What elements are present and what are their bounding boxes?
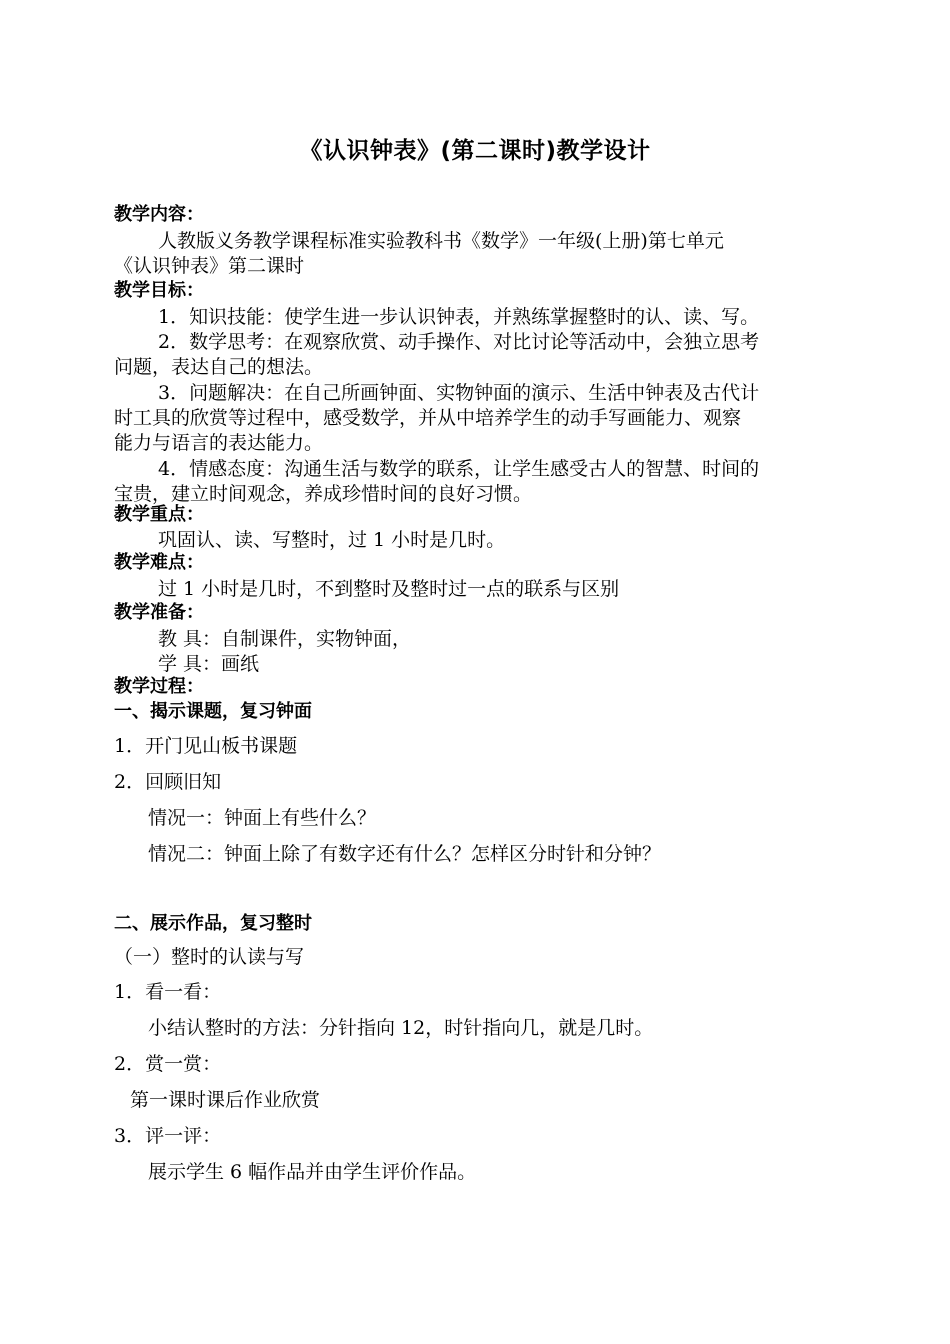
document-title: 《认识钟表》(第二课时)教学设计 bbox=[299, 138, 651, 164]
section-2-item-1: 1．看一看： bbox=[114, 981, 222, 1003]
section-1-case-1: 情况一：钟面上有些什么？ bbox=[148, 807, 377, 829]
goal-3-line-2: 时工具的欣赏等过程中，感受数学，并从中培养学生的动手写画能力、观察 bbox=[114, 407, 742, 429]
prep-student: 学 具：画纸 bbox=[158, 653, 260, 675]
section-2-item-2: 2．赏一赏： bbox=[114, 1053, 222, 1075]
process-heading: 教学过程： bbox=[114, 676, 204, 697]
difficulty-heading: 教学难点： bbox=[114, 552, 204, 573]
content-line-2: 《认识钟表》第二课时 bbox=[114, 255, 305, 277]
section-2-item-2-text: 第一课时课后作业欣赏 bbox=[130, 1089, 321, 1111]
section-2-item-3-text: 展示学生 6 幅作品并由学生评价作品。 bbox=[148, 1161, 477, 1183]
goal-2-line-2: 问题，表达自己的想法。 bbox=[114, 356, 324, 378]
section-2-item-1-text: 小结认整时的方法：分针指向 12，时针指向几，就是几时。 bbox=[148, 1017, 654, 1039]
section-1-case-2: 情况二：钟面上除了有数字还有什么？怎样区分时针和分钟？ bbox=[148, 843, 662, 865]
content-heading: 教学内容： bbox=[114, 204, 204, 225]
section-1-item-1: 1．开门见山板书课题 bbox=[114, 735, 298, 757]
goal-4-line-2: 宝贵，建立时间观念，养成珍惜时间的良好习惯。 bbox=[114, 483, 533, 505]
section-1-heading: 一、揭示课题，复习钟面 bbox=[114, 701, 312, 722]
content-line-1: 人教版义务教学课程标准实验教科书《数学》一年级(上册)第七单元 bbox=[158, 230, 724, 252]
section-1-item-2: 2．回顾旧知 bbox=[114, 771, 222, 793]
section-2-heading: 二、展示作品，复习整时 bbox=[114, 913, 312, 934]
goal-2-line-1: 2．数学思考：在观察欣赏、动手操作、对比讨论等活动中，会独立思考 bbox=[158, 331, 760, 353]
key-text: 巩固认、读、写整时，过 1 小时是几时。 bbox=[158, 529, 506, 551]
goal-4-line-1: 4．情感态度：沟通生活与数学的联系，让学生感受古人的智慧、时间的 bbox=[158, 458, 760, 480]
key-heading: 教学重点： bbox=[114, 504, 204, 525]
prep-teacher: 教 具：自制课件，实物钟面， bbox=[158, 628, 412, 650]
difficulty-text: 过 1 小时是几时，不到整时及整时过一点的联系与区别 bbox=[158, 578, 620, 600]
section-2-subheading: （一）整时的认读与写 bbox=[114, 946, 305, 968]
prep-heading: 教学准备： bbox=[114, 602, 204, 623]
section-2-item-3: 3．评一评： bbox=[114, 1125, 222, 1147]
goal-3-line-1: 3．问题解决：在自己所画钟面、实物钟面的演示、生活中钟表及古代计 bbox=[158, 382, 760, 404]
goals-heading: 教学目标： bbox=[114, 280, 204, 301]
goal-3-line-3: 能力与语言的表达能力。 bbox=[114, 432, 324, 454]
goal-1: 1．知识技能：使学生进一步认识钟表，并熟练掌握整时的认、读、写。 bbox=[158, 306, 760, 328]
